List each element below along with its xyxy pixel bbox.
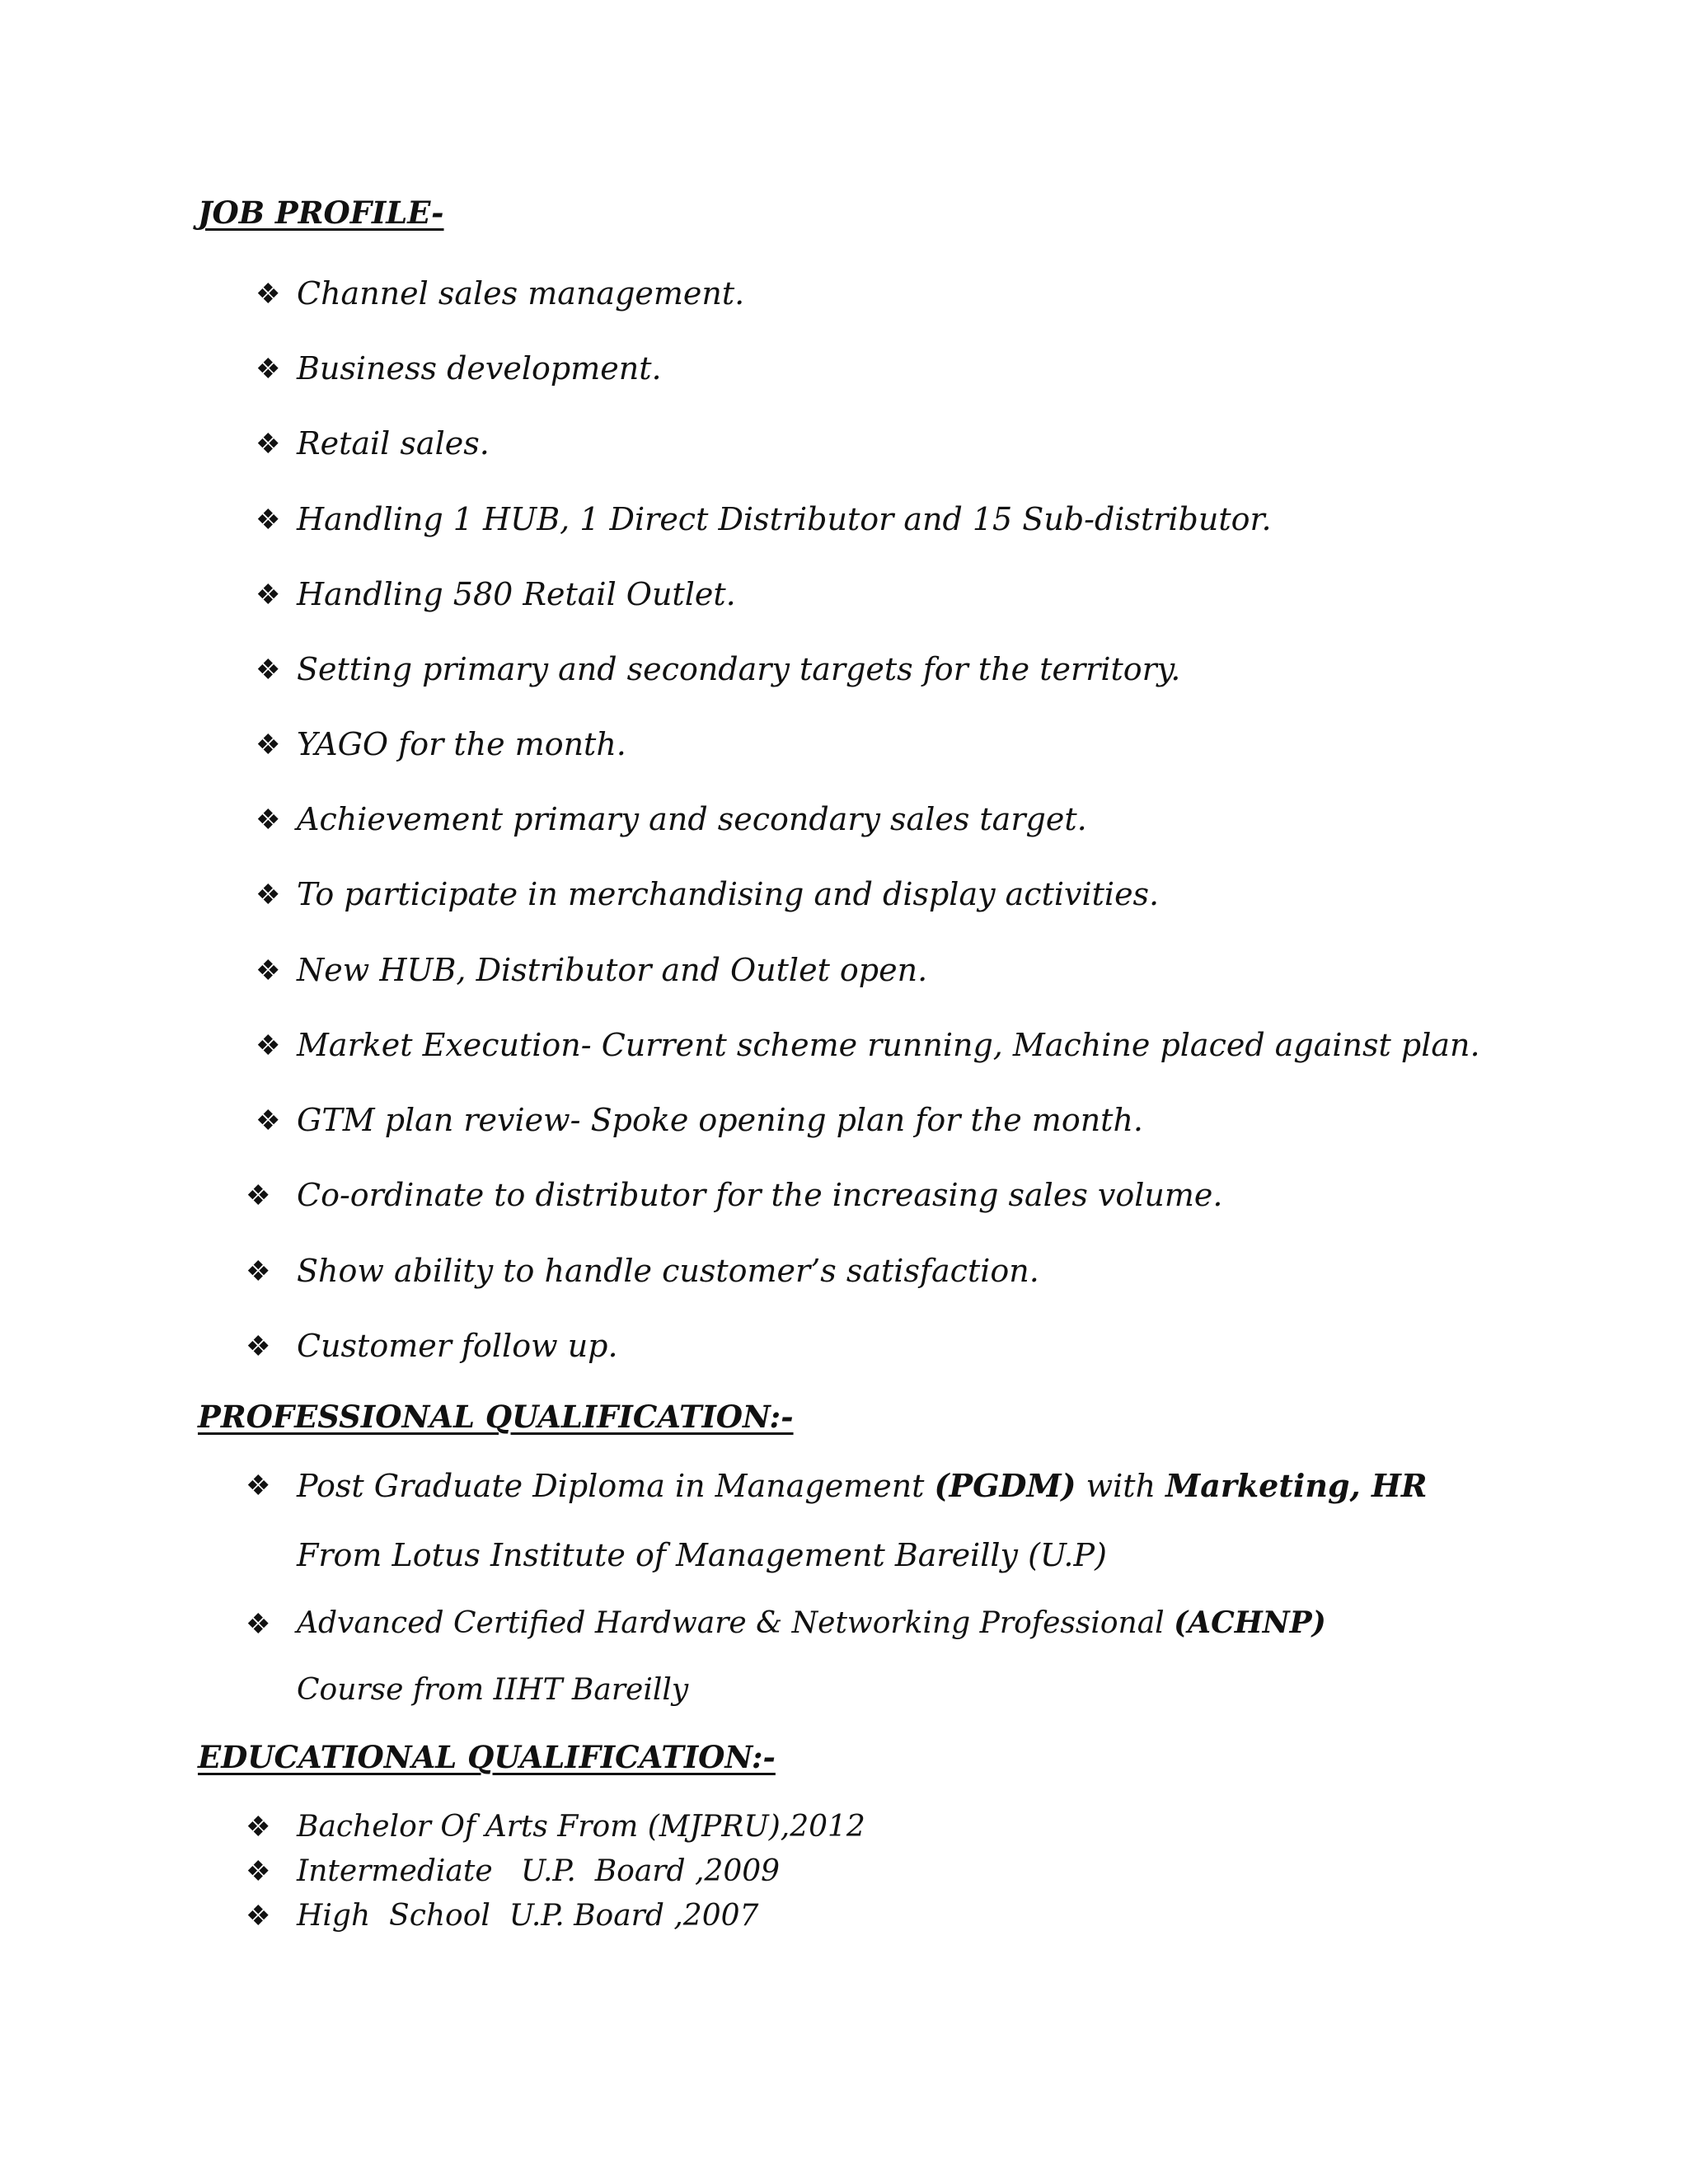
list-item-text: To participate in merchandising and display activities. <box>297 876 1160 912</box>
diamond-bullet-icon: ❖ <box>246 1255 271 1288</box>
diamond-bullet-icon: ❖ <box>256 729 281 762</box>
list-item-text: GTM plan review- Spoke opening plan for the month. <box>297 1102 1144 1138</box>
diamond-bullet-icon: ❖ <box>256 504 281 537</box>
diamond-bullet-icon: ❖ <box>246 1811 271 1844</box>
diamond-bullet-icon: ❖ <box>246 1469 271 1502</box>
pgdm-abbrev: (PGDM) <box>934 1467 1076 1504</box>
list-item-text: Setting primary and secondary targets for the territory. <box>297 651 1181 687</box>
diamond-bullet-icon: ❖ <box>246 1855 271 1888</box>
diamond-bullet-icon: ❖ <box>246 1330 271 1363</box>
list-item-text: Customer follow up. <box>297 1328 618 1364</box>
diamond-bullet-icon: ❖ <box>256 353 281 386</box>
list-item-text: Business development. <box>297 350 662 387</box>
diamond-bullet-icon: ❖ <box>246 1900 271 1933</box>
diamond-bullet-icon: ❖ <box>256 579 281 612</box>
pgdm-text-b: with <box>1076 1468 1166 1504</box>
diamond-bullet-icon: ❖ <box>256 428 281 461</box>
achnp-abbrev: (ACHNP) <box>1174 1605 1326 1640</box>
pgdm-text-a: Post Graduate Diploma in Management <box>297 1468 935 1504</box>
list-item-text: Handling 1 HUB, 1 Direct Distributor and 15 Sub-distributor. <box>297 501 1272 537</box>
list-item-text: New HUB, Distributor and Outlet open. <box>297 952 928 988</box>
achnp-line-1 <box>297 1605 1326 1640</box>
diamond-bullet-icon: ❖ <box>256 1029 281 1062</box>
diamond-bullet-icon: ❖ <box>256 879 281 912</box>
diamond-bullet-icon: ❖ <box>256 804 281 837</box>
diamond-bullet-icon: ❖ <box>246 1608 271 1641</box>
list-item-text: Retail sales. <box>297 425 490 462</box>
achnp-line-2: Course from IIHT Bareilly <box>297 1673 689 1707</box>
diamond-bullet-icon: ❖ <box>256 954 281 987</box>
list-item-text: High School U.P. Board ,2007 <box>297 1899 759 1933</box>
list-item-text: Show ability to handle customer’s satisfaction. <box>297 1253 1039 1289</box>
list-item-text: YAGO for the month. <box>297 726 626 762</box>
diamond-bullet-icon: ❖ <box>246 1179 271 1212</box>
list-item-text: Achievement primary and secondary sales target. <box>297 801 1087 837</box>
list-item-text: Market Execution- Current scheme running, Machine placed against plan. <box>297 1027 1480 1063</box>
diamond-bullet-icon: ❖ <box>256 278 281 311</box>
pgdm-line-2: From Lotus Institute of Management Bareilly (U.P) <box>297 1537 1107 1573</box>
diamond-bullet-icon: ❖ <box>256 654 281 687</box>
achnp-text-a: Advanced Certified Hardware & Networking Professional <box>297 1606 1175 1640</box>
diamond-bullet-icon: ❖ <box>256 1104 281 1137</box>
list-item-text: Co-ordinate to distributor for the increasing sales volume. <box>297 1177 1223 1213</box>
list-item-text: Handling 580 Retail Outlet. <box>297 576 736 612</box>
pgdm-line-1 <box>297 1467 1427 1504</box>
pgdm-specialization: Marketing, HR <box>1165 1467 1428 1504</box>
job-profile-heading: JOB PROFILE- <box>198 194 444 231</box>
professional-qualification-heading: PROFESSIONAL QUALIFICATION:- <box>198 1399 794 1435</box>
list-item-text: Intermediate U.P. Board ,2009 <box>297 1854 781 1888</box>
list-item-text: Bachelor Of Arts From (MJPRU),2012 <box>297 1810 865 1844</box>
list-item-text: Channel sales management. <box>297 275 745 312</box>
educational-qualification-heading: EDUCATIONAL QUALIFICATION:- <box>198 1739 776 1775</box>
